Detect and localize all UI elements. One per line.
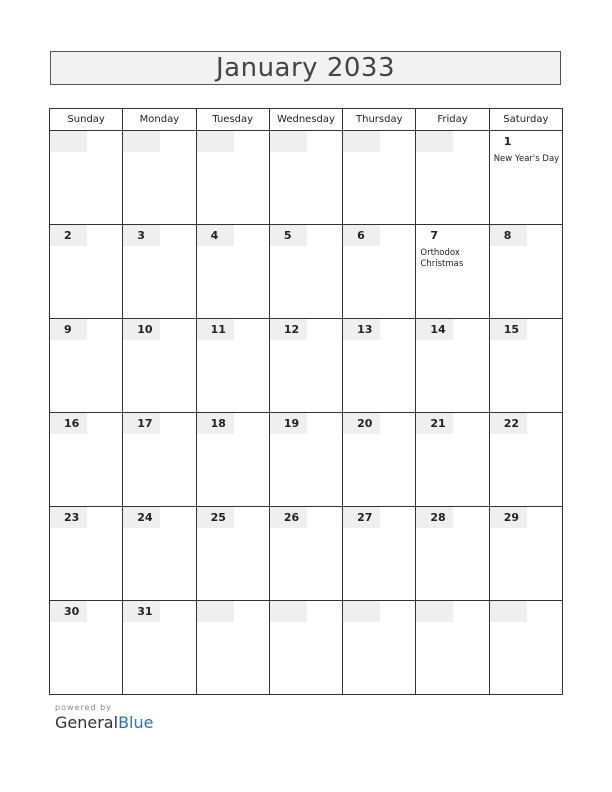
day-number-badge — [343, 131, 380, 152]
holiday-label: Orthodox Christmas — [420, 248, 464, 269]
empty-day-cell — [416, 131, 489, 225]
empty-day-cell — [196, 601, 269, 695]
day-cell — [196, 225, 269, 319]
day-number: 21 — [430, 417, 446, 430]
day-cell — [269, 507, 342, 601]
week-row — [50, 319, 563, 413]
day-number: 9 — [64, 323, 72, 336]
day-number: 4 — [210, 229, 219, 242]
holiday-label: New Year's Day — [493, 154, 560, 164]
weekday-header-row — [50, 109, 563, 131]
day-number: 27 — [357, 511, 373, 524]
week-row — [50, 131, 563, 225]
month-title-banner — [50, 51, 561, 85]
week-row — [50, 413, 563, 507]
day-number: 26 — [283, 511, 300, 524]
empty-day-cell — [416, 601, 489, 695]
day-cell — [123, 507, 196, 601]
day-number: 30 — [64, 605, 80, 618]
day-number-badge — [490, 601, 527, 622]
day-number: 23 — [64, 511, 80, 524]
day-number-badge — [123, 131, 160, 152]
day-number-badge — [50, 131, 87, 152]
week-row — [50, 507, 563, 601]
day-number: 1 — [503, 135, 512, 148]
day-cell — [489, 413, 562, 507]
day-number: 2 — [64, 229, 72, 242]
day-cell — [196, 319, 269, 413]
weekday-thursday: Thursday — [343, 109, 416, 131]
day-cell — [489, 131, 562, 225]
day-cell — [343, 225, 416, 319]
day-number-badge — [197, 601, 234, 622]
day-cell — [489, 319, 562, 413]
day-number: 14 — [430, 323, 446, 336]
month-title: January 2033 — [216, 53, 395, 83]
day-cell — [123, 601, 196, 695]
day-cell — [50, 413, 123, 507]
day-cell — [489, 507, 562, 601]
day-number-badge — [416, 131, 453, 152]
day-cell — [50, 225, 123, 319]
empty-day-cell — [50, 131, 123, 225]
day-cell — [50, 601, 123, 695]
day-cell — [123, 413, 196, 507]
day-number: 6 — [357, 229, 365, 242]
day-number: 13 — [357, 323, 373, 336]
empty-day-cell — [343, 601, 416, 695]
day-number-badge — [416, 601, 453, 622]
day-cell — [269, 225, 342, 319]
weekday-friday: Friday — [416, 109, 489, 131]
empty-day-cell — [196, 131, 269, 225]
day-number: 31 — [137, 605, 153, 618]
day-cell — [50, 319, 123, 413]
footer-branding — [55, 703, 153, 732]
day-number: 29 — [503, 511, 519, 524]
empty-day-cell — [489, 601, 562, 695]
calendar-body — [50, 131, 563, 695]
empty-day-cell — [123, 131, 196, 225]
day-number: 24 — [137, 511, 153, 524]
weekday-saturday: Saturday — [489, 109, 562, 131]
day-cell — [416, 413, 489, 507]
calendar-grid — [49, 108, 563, 695]
day-number-badge — [270, 131, 307, 152]
day-cell — [123, 225, 196, 319]
day-number: 8 — [503, 229, 512, 242]
empty-day-cell — [343, 131, 416, 225]
empty-day-cell — [269, 601, 342, 695]
weekday-tuesday: Tuesday — [196, 109, 269, 131]
day-number: 25 — [210, 511, 226, 524]
day-number: 11 — [210, 323, 226, 336]
day-number: 10 — [137, 323, 153, 336]
day-number: 20 — [357, 417, 373, 430]
day-cell — [343, 319, 416, 413]
day-number-badge — [270, 601, 307, 622]
day-cell — [269, 413, 342, 507]
day-number-badge — [197, 131, 234, 152]
day-cell — [196, 507, 269, 601]
day-number: 28 — [430, 511, 446, 524]
brand-name-part2: Blue — [118, 713, 154, 732]
day-number: 12 — [283, 323, 300, 336]
week-row — [50, 225, 563, 319]
day-number: 18 — [210, 417, 226, 430]
day-number: 5 — [283, 229, 292, 242]
empty-day-cell — [269, 131, 342, 225]
day-number: 22 — [503, 417, 519, 430]
day-cell — [343, 507, 416, 601]
day-cell — [343, 413, 416, 507]
day-cell — [269, 319, 342, 413]
weekday-wednesday: Wednesday — [269, 109, 342, 131]
day-number-badge — [343, 601, 380, 622]
day-cell — [196, 413, 269, 507]
day-number: 16 — [64, 417, 80, 430]
weekday-sunday: Sunday — [50, 109, 123, 131]
day-number: 17 — [137, 417, 153, 430]
brand-name-part1: General — [55, 713, 119, 732]
day-cell — [50, 507, 123, 601]
day-number: 3 — [137, 229, 145, 242]
day-cell — [123, 319, 196, 413]
day-cell — [416, 319, 489, 413]
day-number: 19 — [283, 417, 300, 430]
day-cell — [489, 225, 562, 319]
weekday-monday: Monday — [123, 109, 196, 131]
week-row — [50, 601, 563, 695]
day-number: 15 — [503, 323, 519, 336]
day-number: 7 — [430, 229, 439, 242]
powered-by-text: powered by — [55, 703, 112, 712]
day-cell — [416, 507, 489, 601]
day-cell — [416, 225, 489, 319]
brand-logo — [55, 713, 153, 732]
